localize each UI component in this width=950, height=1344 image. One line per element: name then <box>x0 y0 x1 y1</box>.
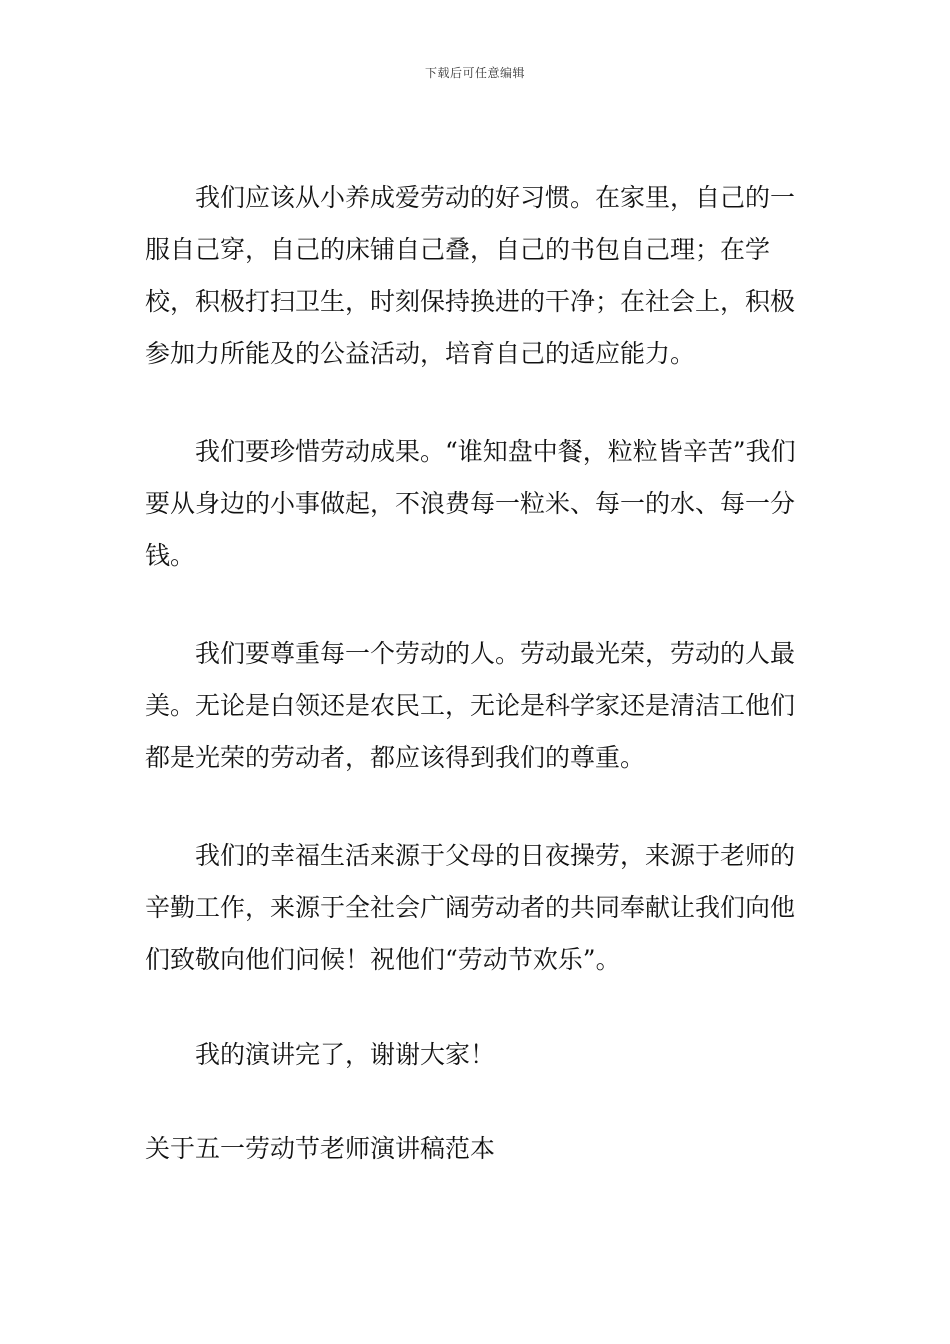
paragraph-respect-workers: 我们要尊重每一个劳动的人。劳动最光荣，劳动的人最美。无论是白领还是农民工，无论是科学家还是清洁工他们都是光荣的劳动者，都应该得到我们的尊重。 <box>145 639 796 772</box>
document-body <box>145 172 810 1175</box>
paragraph-gratitude: 我们的幸福生活来源于父母的日夜操劳，来源于老师的辛勤工作，来源于全社会广阔劳动者的共同奉献让我们向他们致敬向他们问候！祝他们“劳动节欢乐”。 <box>145 841 796 974</box>
paragraph-cherish-results: 我们要珍惜劳动成果。“谁知盘中餐，粒粒皆辛苦”我们要从身边的小事做起，不浪费每一粒米、每一的水、每一分钱。 <box>145 437 796 570</box>
paragraph-closing: 我的演讲完了，谢谢大家！ <box>195 1040 496 1069</box>
section-title: 关于五一劳动节老师演讲稿范本 <box>145 1134 496 1163</box>
paragraph-love-labor: 我们应该从小养成爱劳动的好习惯。在家里，自己的一服自己穿，自己的床铺自己叠，自己的书包自己理；在学校，积极打扫卫生，时刻保持换进的干净；在社会上，积极参加力所能及的公益活动，培育自己的适应能力。 <box>145 183 796 368</box>
header-note: 下载后可任意编辑 <box>424 66 525 80</box>
